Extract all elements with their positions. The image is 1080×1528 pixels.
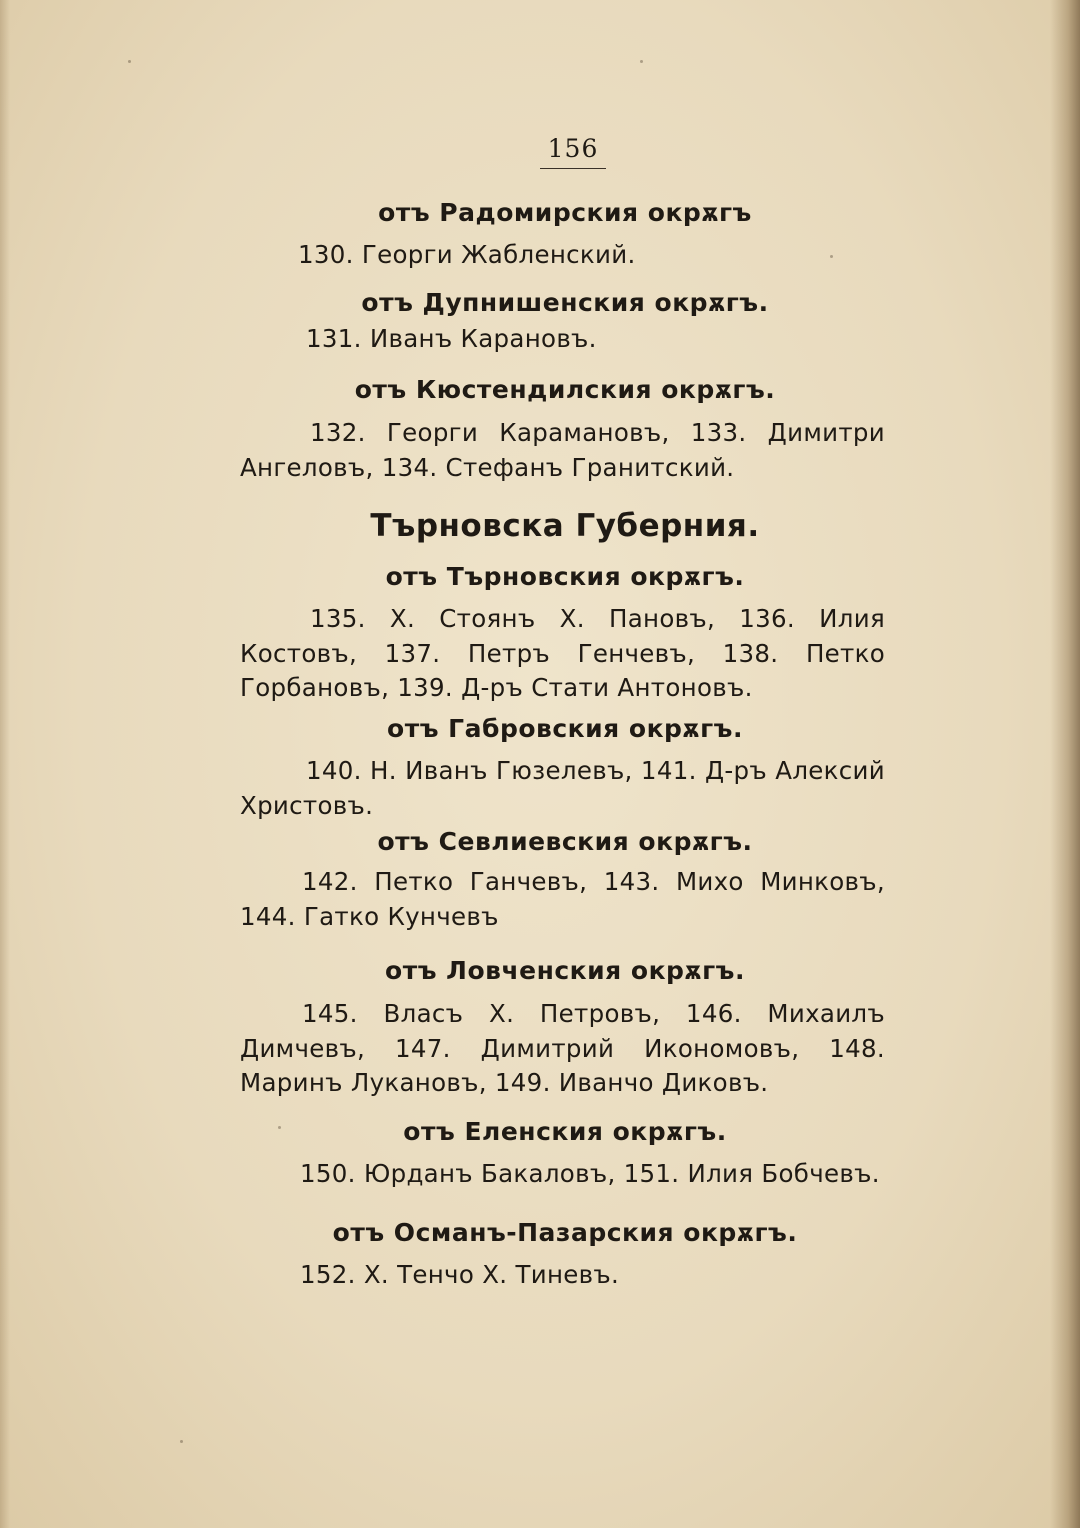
heading-dupnitsa: отъ Дупнишенския окрѫгъ.: [361, 288, 769, 317]
entry-osman-pazar: [240, 1258, 885, 1293]
entry-gabrovo: [240, 754, 885, 823]
entry-gabrovo-text: 140. Н. Иванъ Гюзелевъ, 141. Д-ръ Алексий Христовъ.: [240, 756, 885, 820]
entry-kyustendil: [240, 416, 885, 485]
page-number-rule: [540, 168, 606, 169]
entry-lovech: [240, 997, 885, 1101]
heading-gabrovo: отъ Габровския окрѫгъ.: [387, 714, 743, 743]
page-number: 156: [547, 134, 599, 163]
page-left-edge-shadow: [0, 0, 10, 1528]
heading-tarnovo-guberniya: Търновска Губерния.: [370, 508, 760, 544]
entry-lovech-text: 145. Власъ Х. Петровъ, 146. Михаилъ Димчевъ, 147. Димитрий Икономовъ, 148. Маринъ Лукановъ, 149. Иванчо Диковъ.: [240, 999, 885, 1097]
paper-speck: [278, 1126, 281, 1129]
paper-speck: [180, 1440, 183, 1443]
paper-speck: [640, 60, 643, 63]
entry-osman-pazar-text: 152. Х. Тенчо Х. Тиневъ.: [300, 1260, 620, 1289]
heading-tarnovo: отъ Търновския окрѫгъ.: [385, 562, 745, 591]
entry-elena: [240, 1157, 885, 1192]
entry-tarnovo: [240, 602, 885, 706]
heading-lovech: отъ Ловченския окрѫгъ.: [385, 956, 745, 985]
heading-elena: отъ Еленския окрѫгъ.: [403, 1117, 727, 1146]
heading-kyustendil: отъ Кюстендилския окрѫгъ.: [354, 375, 776, 404]
entry-dupnitsa-text: 131. Иванъ Карановъ.: [306, 324, 597, 353]
paper-speck: [830, 255, 833, 258]
entry-radomir: [240, 238, 885, 273]
page-right-edge-shadow: [1050, 0, 1080, 1528]
heading-radomir: отъ Радомирския окрѫгъ: [378, 198, 752, 227]
entry-tarnovo-text: 135. Х. Стоянъ Х. Пановъ, 136. Илия Костовъ, 137. Петръ Генчевъ, 138. Петко Горбановъ, 139. Д-ръ Стати Антоновъ.: [240, 604, 885, 702]
heading-osman-pazar: отъ Османъ-Пазарския окрѫгъ.: [332, 1218, 798, 1247]
heading-sevlievo: отъ Севлиевския окрѫгъ.: [377, 827, 753, 856]
paper-speck: [128, 60, 131, 63]
entry-radomir-text: 130. Георги Жабленский.: [298, 240, 636, 269]
entry-kyustendil-text: 132. Георги Карамановъ, 133. Димитри Ангеловъ, 134. Стефанъ Гранитский.: [240, 418, 885, 482]
entry-elena-text: 150. Юрданъ Бакаловъ, 151. Илия Бобчевъ.: [300, 1159, 880, 1188]
entry-sevlievo-text: 142. Петко Ганчевъ, 143. Михо Минковъ, 144. Гатко Кунчевъ: [240, 867, 885, 931]
entry-sevlievo: [240, 865, 885, 934]
entry-dupnitsa: [240, 322, 885, 357]
